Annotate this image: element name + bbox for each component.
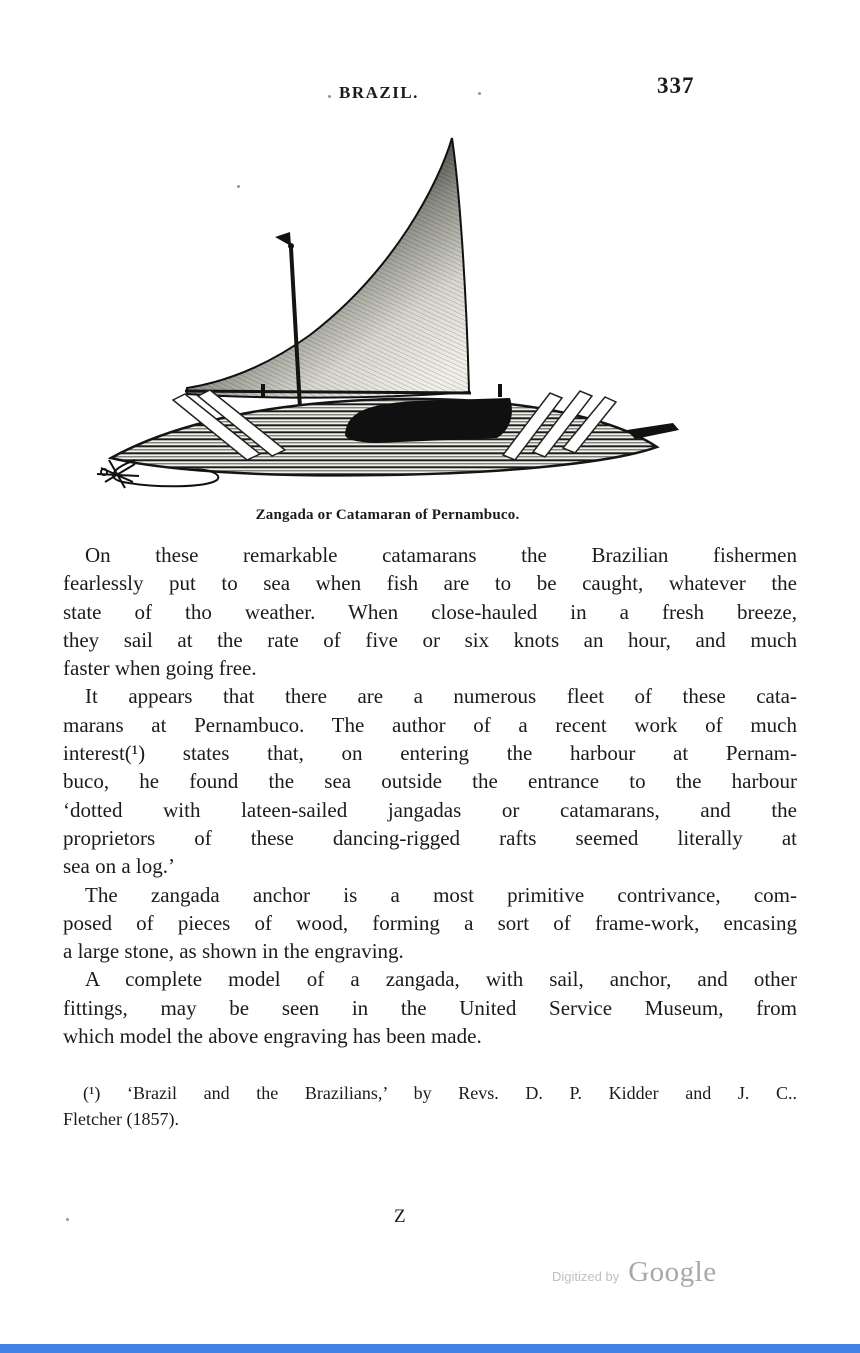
- paragraph: [63, 682, 797, 880]
- text-line: proprietors of these dancing-rigged rafts seemed literally at: [63, 825, 797, 850]
- text-line: state of tho weather. When close-hauled in a fresh breeze,: [63, 599, 797, 624]
- body-text: [63, 541, 797, 1050]
- text-line: It appears that there are a numerous fleet of these cata-: [85, 684, 797, 709]
- sail-group: [185, 138, 471, 398]
- figure-caption: Zangada or Catamaran of Pernambuco.: [255, 507, 520, 523]
- cleat: [498, 384, 502, 397]
- catamaran-figure: [95, 130, 680, 524]
- boom: [185, 391, 471, 393]
- google-logo: Google: [628, 1256, 717, 1288]
- text-line: marans at Pernambuco. The author of a recent work of much: [63, 712, 797, 737]
- scan-speck: [328, 95, 331, 98]
- anchor-stone: [101, 469, 107, 475]
- text-line: buco, he found the sea outside the entrance to the harbour: [63, 769, 797, 794]
- digitized-by-label: Digitized by: [552, 1269, 620, 1284]
- paragraph: [63, 965, 797, 1050]
- footnote-line: (¹) ‘Brazil and the Brazilians,’ by Revs. D. P. Kidder and J. C..: [83, 1083, 797, 1103]
- text-line: posed of pieces of wood, forming a sort of frame-work, encasing: [63, 910, 797, 935]
- text-line: sea on a log.’: [63, 854, 175, 879]
- text-line: interest(¹) states that, on entering the harbour at Pernam-: [63, 741, 797, 766]
- page-number: 337: [657, 73, 695, 98]
- scan-speck: [66, 1218, 69, 1221]
- text-line: The zangada anchor is a most primitive contrivance, com-: [85, 882, 797, 907]
- digitization-watermark: [552, 1256, 717, 1289]
- footnote: [63, 1080, 797, 1132]
- footnote-line: Fletcher (1857).: [63, 1109, 179, 1129]
- text-line: a large stone, as shown in the engraving.: [63, 939, 404, 964]
- running-head: BRAZIL.: [339, 83, 419, 102]
- steering-oar: [627, 423, 679, 439]
- text-line: ‘dotted with lateen-sailed jangadas or catamarans, and the: [63, 797, 797, 822]
- flag: [275, 232, 291, 246]
- scan-speck: [478, 92, 481, 95]
- paragraph: [63, 881, 797, 966]
- mast: [291, 248, 301, 426]
- signature-mark: Z: [394, 1206, 406, 1227]
- sail-hatching: [187, 138, 469, 398]
- hull-group: [111, 384, 679, 475]
- viewer-bottom-bar: [0, 1344, 860, 1353]
- catamaran-engraving: [95, 130, 680, 500]
- text-line: On these remarkable catamarans the Brazilian fishermen: [85, 543, 797, 567]
- text-line: which model the above engraving has been made.: [63, 1024, 482, 1049]
- text-line: faster when going free.: [63, 656, 257, 681]
- text-line: they sail at the rate of five or six knots an hour, and much: [63, 627, 797, 652]
- text-line: fearlessly put to sea when fish are to be caught, whatever the: [63, 571, 797, 596]
- paragraph: [63, 541, 797, 682]
- post: [261, 384, 265, 398]
- text-line: fittings, may be seen in the United Service Museum, from: [63, 995, 797, 1020]
- text-line: A complete model of a zangada, with sail, anchor, and other: [85, 967, 797, 992]
